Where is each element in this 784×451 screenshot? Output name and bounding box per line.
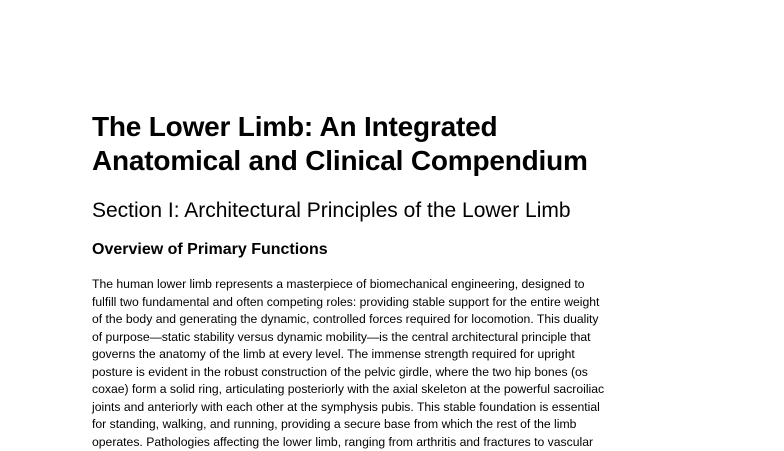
document-title — [92, 110, 732, 178]
subsection-heading: Overview of Primary Functions — [92, 239, 732, 261]
paragraph-line: coxae) form a solid ring, articulating posteriorly with the axial skeleton at the powerful sacroiliac — [92, 381, 692, 399]
document-title-line-2: Anatomical and Clinical Compendium — [92, 144, 732, 178]
paragraph-line: joints and anteriorly with each other at the symphysis pubis. This stable foundation is essential — [92, 399, 692, 417]
paragraph-line: governs the anatomy of the limb at every level. The immense strength required for upright — [92, 346, 692, 364]
paragraph-line: for standing, walking, and running, providing a secure base from which the rest of the limb — [92, 416, 692, 434]
paragraph-line: fulfill two fundamental and often competing roles: providing stable support for the entire weight — [92, 294, 692, 312]
paragraph-line: operates. Pathologies affecting the lower limb, ranging from arthritis and fractures to vascular — [92, 434, 692, 451]
document-title-line-1: The Lower Limb: An Integrated — [92, 110, 732, 144]
paragraph-line: of the body and generating the dynamic, controlled forces required for locomotion. This duality — [92, 311, 692, 329]
body-paragraph — [92, 276, 692, 451]
paragraph-line: posture is evident in the robust construction of the pelvic girdle, where the two hip bones (os — [92, 364, 692, 382]
paragraph-line: The human lower limb represents a masterpiece of biomechanical engineering, designed to — [92, 276, 692, 294]
paragraph-line: of purpose—static stability versus dynamic mobility—is the central architectural principle that — [92, 329, 692, 347]
section-heading: Section I: Architectural Principles of the Lower Limb — [92, 197, 752, 225]
